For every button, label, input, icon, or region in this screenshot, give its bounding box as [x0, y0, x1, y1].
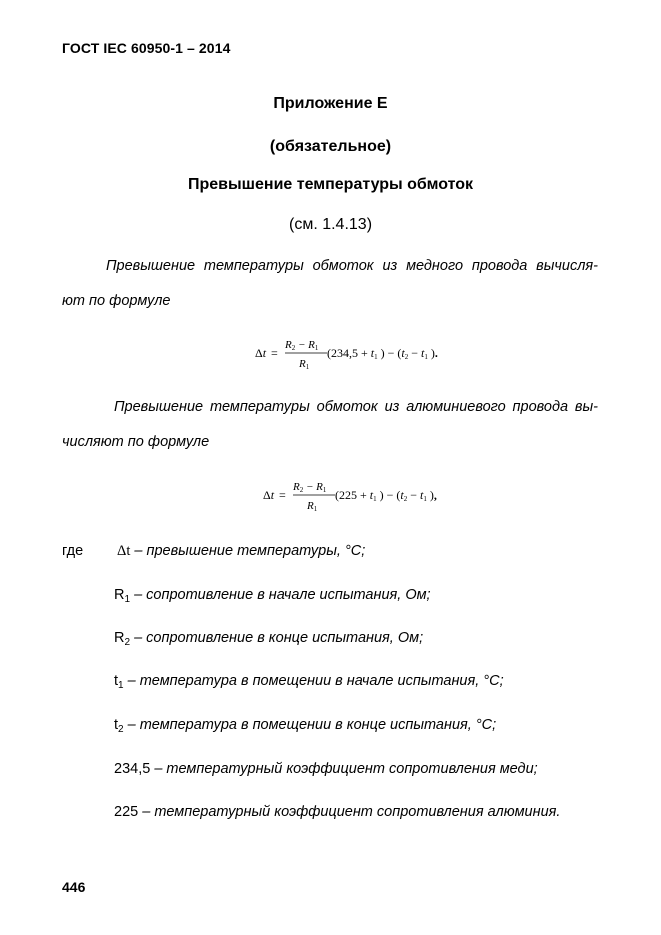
definition-copper-coefficient	[114, 761, 538, 777]
definition-t1	[114, 673, 504, 691]
formula-numerator: R2 − R1	[293, 481, 327, 494]
formula-equals: =	[279, 488, 286, 502]
formula-lhs: Δt	[263, 488, 275, 502]
definition-subscript: 2	[118, 724, 124, 735]
definition-symbol: 225	[114, 804, 139, 820]
formula-fraction	[284, 339, 327, 371]
copper-paragraph-line1: Превышение температуры обмоток из медного провода вычисля-	[106, 258, 598, 274]
definition-t2	[114, 717, 496, 735]
definition-symbol: R	[114, 587, 125, 603]
aluminium-paragraph-line2: числяют по формуле	[62, 434, 210, 450]
aluminium-formula	[263, 476, 483, 520]
definition-subscript: 2	[124, 637, 131, 648]
definition-symbol: t	[114, 717, 119, 733]
definition-symbol: R	[114, 630, 125, 646]
definition-delta-t	[117, 543, 365, 560]
formula-rest: (234,5 + t1 ) − (t2 − t1 ).	[327, 346, 438, 361]
definition-text: – температурный коэффициент сопротивления меди;	[150, 761, 538, 777]
definition-text: – температура в помещении в начале испытания, °С;	[123, 673, 504, 689]
definition-aluminium-coefficient	[114, 804, 560, 820]
definition-text: – превышение температуры, °С;	[130, 543, 366, 559]
definition-symbol: t	[114, 673, 119, 689]
appendix-reference: (см. 1.4.13)	[288, 216, 373, 233]
definition-symbol: 234,5	[114, 761, 151, 777]
definition-text: – температурный коэффициент сопротивления алюминия.	[138, 804, 561, 820]
formula-rest: (225 + t1 ) − (t2 − t1 ),	[335, 488, 437, 503]
appendix-title: Превышение температуры обмоток	[188, 176, 473, 193]
formula-denominator: R1	[299, 358, 310, 371]
formula-denominator: R1	[307, 500, 318, 513]
definition-text: – сопротивление в конце испытания, Ом;	[130, 630, 424, 646]
definition-r2	[114, 630, 423, 648]
definition-symbol: Δt	[117, 543, 131, 559]
definition-subscript: 1	[118, 680, 124, 691]
where-label: где	[62, 543, 84, 559]
document-header: ГОСТ IEC 60950-1 – 2014	[62, 40, 231, 56]
appendix-label: Приложение Е	[273, 95, 388, 112]
definition-text: – температура в помещении в конце испытания, °С;	[123, 717, 497, 733]
formula-numerator: R2 − R1	[285, 339, 319, 352]
page-number: 446	[62, 879, 86, 895]
definition-r1	[114, 587, 431, 605]
appendix-status: (обязательное)	[269, 138, 392, 155]
formula-fraction	[292, 481, 335, 513]
definition-text: – сопротивление в начале испытания, Ом;	[130, 587, 431, 603]
copper-paragraph-line2: ют по формуле	[62, 293, 171, 309]
copper-formula	[255, 334, 485, 378]
formula-equals: =	[271, 346, 278, 360]
formula-lhs: Δt	[255, 346, 267, 360]
definition-subscript: 1	[124, 594, 131, 605]
aluminium-paragraph-line1: Превышение температуры обмоток из алюминиевого провода вы-	[114, 399, 598, 415]
